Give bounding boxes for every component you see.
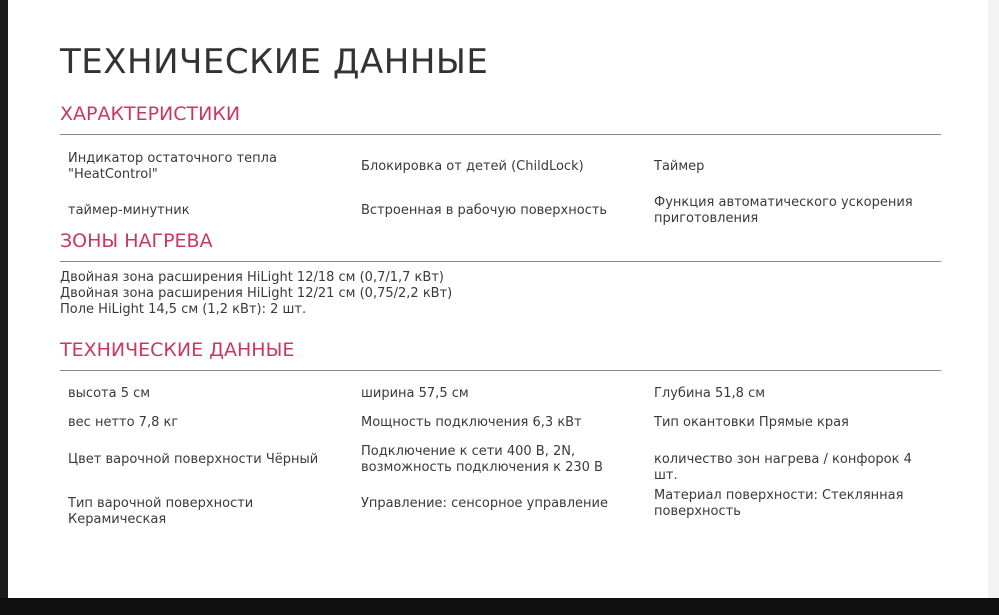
zone-item: Поле HiLight 14,5 см (1,2 кВт): 2 шт. [60, 302, 307, 317]
spec-surface-material: Материал поверхности: Стеклянная поверхность [654, 488, 904, 519]
zone-item: Двойная зона расширения HiLight 12/18 см (0,7/1,7 кВт) [60, 270, 444, 285]
spec-edge-type: Тип окантовки Прямые края [654, 415, 849, 430]
spec-weight: вес нетто 7,8 кг [68, 415, 179, 430]
document-page [8, 0, 988, 598]
zones-list [60, 270, 452, 318]
section-title-characteristics: ХАРАКТЕРИСТИКИ [60, 103, 241, 125]
page-title: ТЕХНИЧЕСКИЕ ДАННЫЕ [60, 42, 489, 82]
spec-child-lock: Блокировка от детей (ChildLock) [361, 159, 584, 174]
section-divider [60, 370, 941, 371]
section-divider [60, 134, 941, 135]
spec-color: Цвет варочной поверхности Чёрный [68, 452, 319, 467]
spec-built-in: Встроенная в рабочую поверхность [361, 203, 608, 218]
spec-auto-boost: Функция автоматического ускорения приготовления [654, 195, 913, 226]
spec-surface-type: Тип варочной поверхности Керамическая [68, 496, 254, 527]
spec-timer: Таймер [654, 159, 705, 174]
spec-height: высота 5 см [68, 386, 151, 401]
section-divider [60, 261, 941, 262]
spec-connection: Подключение к сети 400 В, 2N, возможность подключения к 230 В [361, 444, 603, 475]
page-edge [988, 0, 999, 598]
section-title-zones: ЗОНЫ НАГРЕВА [60, 230, 213, 252]
spec-power: Мощность подключения 6,3 кВт [361, 415, 582, 430]
section-title-tech: ТЕХНИЧЕСКИЕ ДАННЫЕ [60, 339, 295, 361]
spec-zones-count: количество зон нагрева / конфорок 4 шт. [654, 452, 912, 483]
spec-depth: Глубина 51,8 см [654, 386, 766, 401]
spec-minute-timer: таймер-минутник [68, 203, 190, 218]
bottom-bar [0, 598, 999, 615]
spec-width: ширина 57,5 см [361, 386, 469, 401]
spec-heat-indicator: Индикатор остаточного тепла "HeatControl" [68, 151, 277, 182]
spec-control: Управление: сенсорное управление [361, 496, 608, 511]
zone-item: Двойная зона расширения HiLight 12/21 см (0,75/2,2 кВт) [60, 286, 453, 301]
